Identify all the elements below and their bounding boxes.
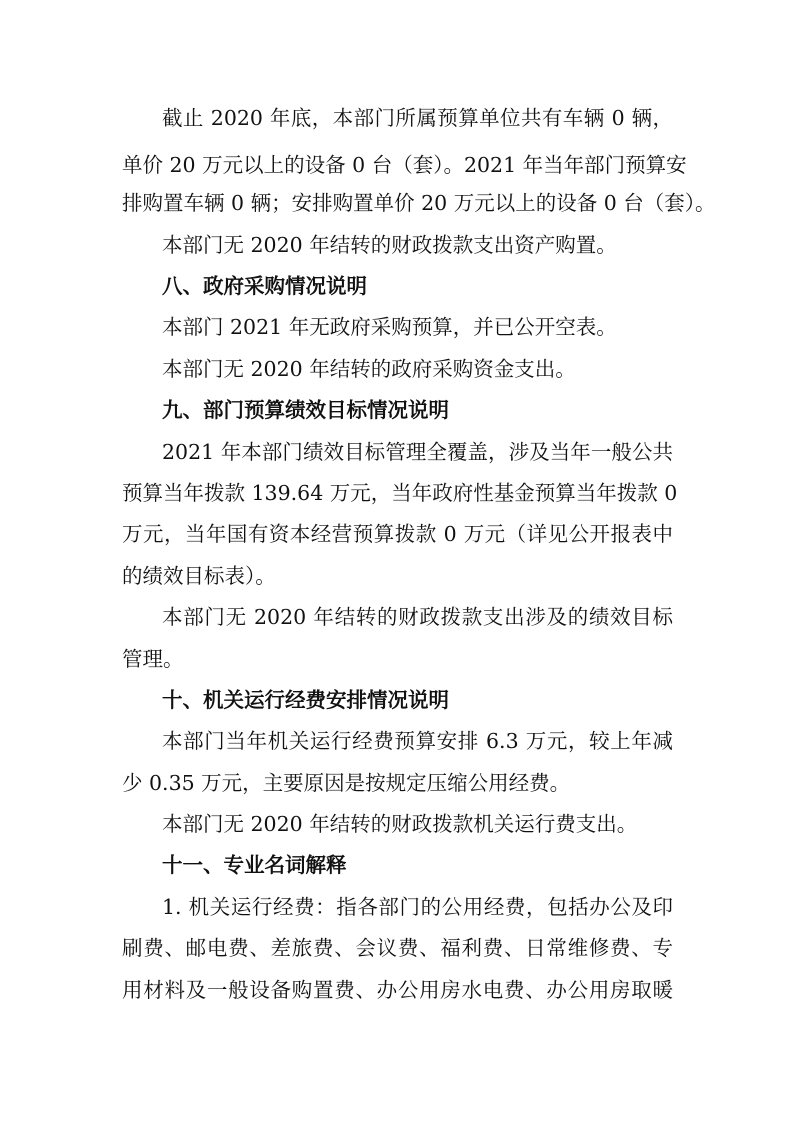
paragraph-line: 1. 机关运行经费：指各部门的公用经费，包括办公及印 [162,895,673,919]
paragraph-line: 的绩效目标表）。 [122,564,276,588]
paragraph-line: 本部门当年机关运行经费预算安排 6.3 万元，较上年减 [162,729,673,753]
paragraph-line: 2021 年本部门绩效目标管理全覆盖，涉及当年一般公共 [162,440,673,464]
paragraph-line: 本部门无 2020 年结转的财政拨款机关运行费支出。 [162,812,638,836]
section-heading: 十、机关运行经费安排情况说明 [162,688,449,712]
paragraph-line: 管理。 [122,647,184,671]
section-heading: 十一、专业名词解释 [162,853,347,877]
section-heading: 九、部门预算绩效目标情况说明 [162,398,449,422]
paragraph-line: 本部门无 2020 年结转的政府采购资金支出。 [162,357,576,381]
section-heading: 八、政府采购情况说明 [162,274,367,298]
paragraph-line: 用材料及一般设备购置费、办公用房水电费、办公用房取暖 [122,978,673,1002]
paragraph-line: 截止 2020 年底，本部门所属预算单位共有车辆 0 辆， [162,106,673,130]
paragraph-line: 单价 20 万元以上的设备 0 台（套）。2021 年当年部门预算安 [122,153,687,177]
paragraph-line: 预算当年拨款 139.64 万元，当年政府性基金预算当年拨款 0 [122,481,678,505]
paragraph-line: 排购置车辆 0 辆；安排购置单价 20 万元以上的设备 0 台（套）。 [122,191,716,215]
paragraph-line: 少 0.35 万元，主要原因是按规定压缩公用经费。 [122,771,571,795]
paragraph-line: 本部门 2021 年无政府采购预算，并已公开空表。 [162,315,617,339]
paragraph-line: 本部门无 2020 年结转的财政拨款支出涉及的绩效目标 [162,605,673,629]
paragraph-line: 万元，当年国有资本经营预算拨款 0 万元（详见公开报表中 [122,522,673,546]
paragraph-line: 刷费、邮电费、差旅费、会议费、福利费、日常维修费、专 [122,936,673,960]
paragraph-line: 本部门无 2020 年结转的财政拨款支出资产购置。 [162,233,617,257]
